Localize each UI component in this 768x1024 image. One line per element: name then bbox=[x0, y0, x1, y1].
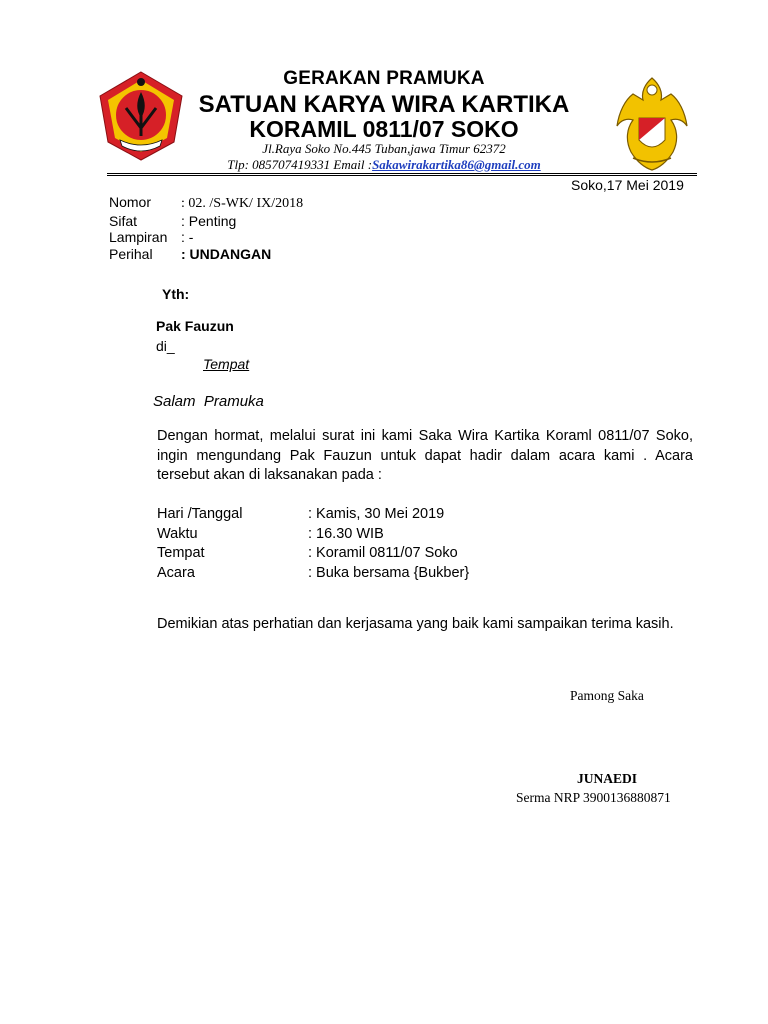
detail-row bbox=[157, 505, 469, 525]
letterhead-divider bbox=[107, 173, 697, 174]
detail-key: Tempat bbox=[157, 545, 205, 561]
meta-key: Lampiran bbox=[109, 229, 168, 245]
detail-row bbox=[157, 525, 469, 545]
meta-value: : 02. /S-WK/ IX/2018 bbox=[181, 196, 304, 211]
meta-value: : UNDANGAN bbox=[181, 245, 272, 262]
meta-row bbox=[109, 246, 303, 263]
detail-key: Acara bbox=[157, 564, 195, 581]
detail-row bbox=[157, 564, 469, 584]
signature-title: Pamong Saka bbox=[570, 688, 644, 703]
detail-value: : Koramil 0811/07 Soko bbox=[308, 545, 458, 561]
body-paragraph: Dengan hormat, melalui surat ini kami Saka Wira Kartika Koraml 0811/07 Soko, ingin mengundang Pak Fauzun untuk dapat hadir dalam acara kami . Acara tersebut akan di laksanakan pada : bbox=[157, 428, 693, 483]
meta-row bbox=[109, 229, 303, 246]
letterhead-divider-2 bbox=[107, 175, 697, 176]
detail-value: : Kamis, 30 Mei 2019 bbox=[308, 506, 445, 522]
meta-key: Sifat bbox=[109, 212, 138, 229]
detail-row bbox=[157, 544, 469, 564]
letterhead-unit: SATUAN KARYA WIRA KARTIKA bbox=[198, 91, 570, 118]
signature-name: JUNAEDI bbox=[577, 771, 638, 786]
recipient-tempat: Tempat bbox=[203, 356, 250, 372]
event-details bbox=[157, 505, 469, 583]
detail-value: : 16.30 WIB bbox=[308, 525, 384, 542]
recipient-name: Pak Fauzun bbox=[156, 318, 234, 334]
letterhead-branch: KORAMIL 0811/07 SOKO bbox=[249, 116, 519, 142]
recipient-yth: Yth: bbox=[162, 286, 190, 302]
greeting: Salam Pramuka bbox=[153, 393, 264, 410]
meta-key: Perihal bbox=[109, 245, 153, 262]
phone-email-prefix: Tlp: 085707419331 Email : bbox=[227, 157, 373, 172]
meta-row bbox=[109, 194, 303, 213]
meta-value: : Penting bbox=[181, 212, 237, 229]
email-link[interactable]: Sakawirakartika86@gmail.com bbox=[372, 157, 541, 172]
date-line: Soko,17 Mei 2019 bbox=[571, 177, 684, 193]
detail-value: : Buka bersama {Bukber} bbox=[308, 564, 470, 581]
detail-key: Hari /Tanggal bbox=[157, 506, 243, 522]
closing-paragraph: Demikian atas perhatian dan kerjasama yang baik kami sampaikan terima kasih. bbox=[157, 616, 674, 632]
letterhead-org: GERAKAN PRAMUKA bbox=[283, 68, 485, 89]
detail-key: Waktu bbox=[157, 525, 198, 542]
letter-meta bbox=[109, 194, 303, 262]
meta-key: Nomor bbox=[109, 194, 152, 210]
meta-row bbox=[109, 213, 303, 230]
signature-rank-nrp: Serma NRP 3900136880871 bbox=[516, 790, 671, 805]
letterhead-address: Jl.Raya Soko No.445 Tuban,jawa Timur 62372 bbox=[262, 141, 506, 156]
recipient-di: di_ bbox=[156, 338, 175, 354]
letterhead-contact bbox=[0, 157, 768, 173]
meta-value: : - bbox=[181, 229, 194, 245]
